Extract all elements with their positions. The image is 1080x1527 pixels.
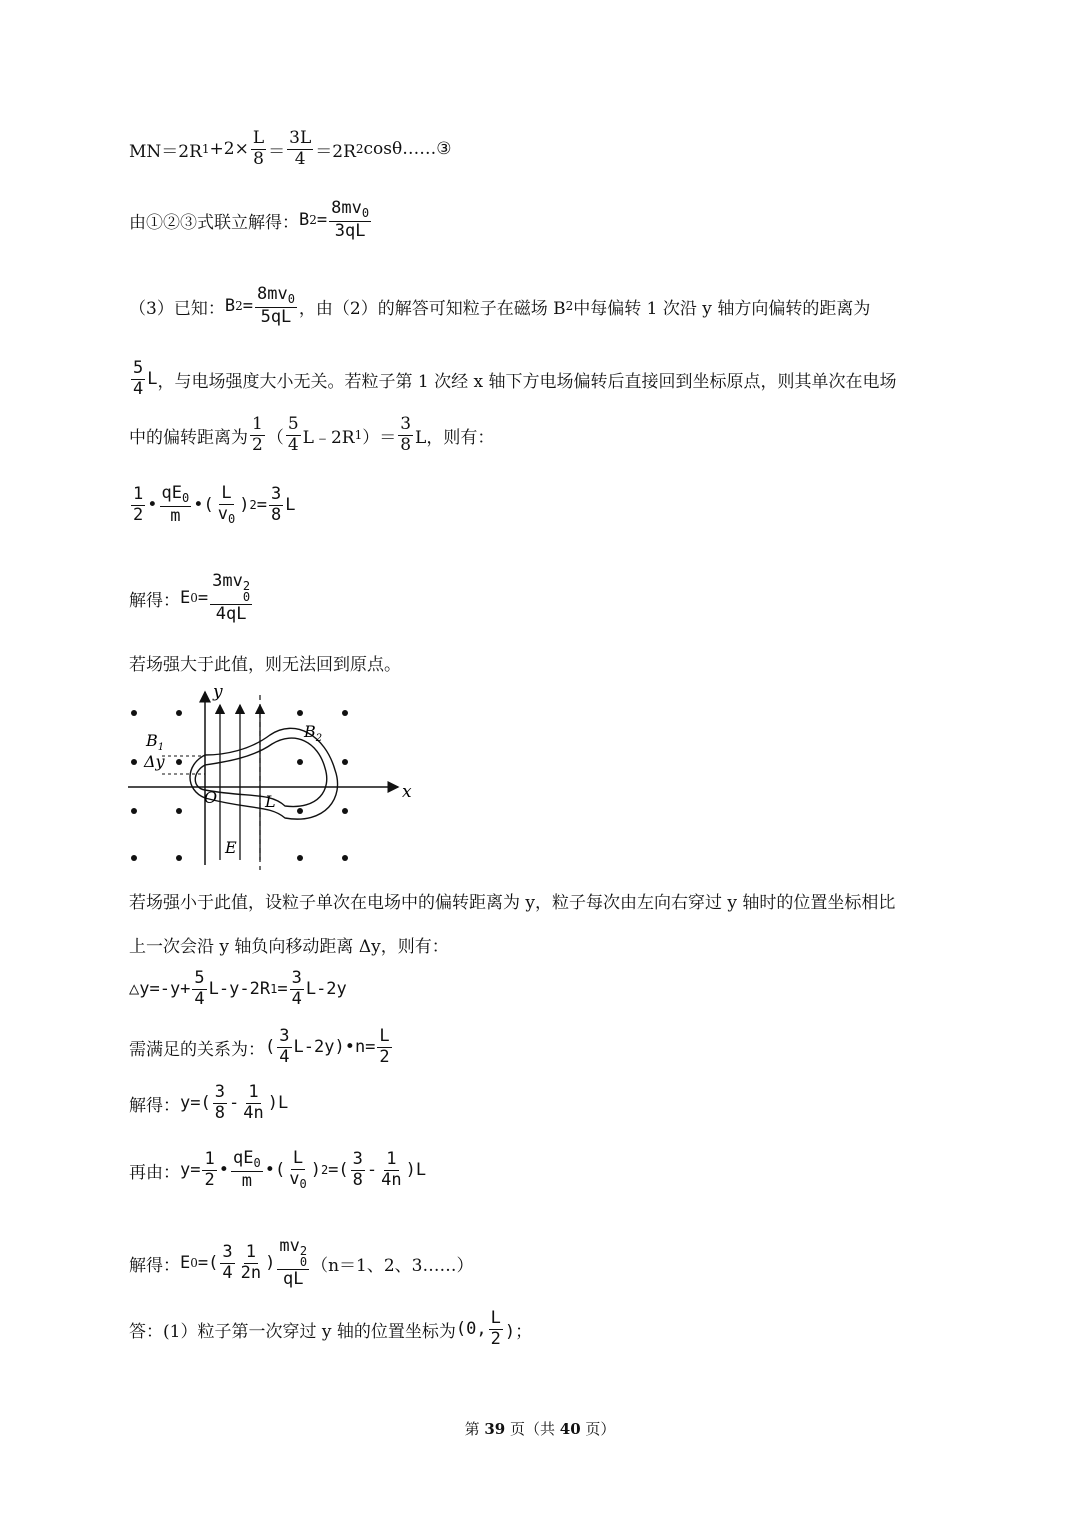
fraction: $\frac{L}{v_0}$ xyxy=(289,1148,307,1191)
delta-y-label: Δy xyxy=(144,752,165,771)
fraction: $\frac{L}{8}$ xyxy=(252,128,265,169)
fraction: $\frac{8mv_0}{3qL}$ xyxy=(331,198,370,241)
fraction: $\frac{3L}{4}$ xyxy=(289,128,312,169)
trajectory-diagram xyxy=(120,680,420,875)
fraction: $\frac{L}{2}$ xyxy=(379,1026,390,1067)
equation-e0-result: 解得： E 0 = 3mv 2 0 4qL xyxy=(129,571,251,624)
equation-condition: 需满足的关系为： ( $\frac{3}{4}$ L-2y) • n= $\frac{L}{2}$ xyxy=(129,1026,390,1067)
paragraph-line: 中的偏转距离为 $\frac{1}{2}$ （ $\frac{5}{4}$ L﹣2R 1 ）＝ $\frac{3}{8}$ L，则有： xyxy=(129,414,495,455)
fraction: 3mv 2 0 4qL xyxy=(212,571,251,624)
origin-label: O xyxy=(204,788,218,807)
paragraph-line: 若场强大于此值，则无法回到原点。 xyxy=(129,655,401,675)
fraction: $\frac{1}{2n}$ xyxy=(240,1241,262,1283)
b1-label: $B_1$ xyxy=(146,731,165,753)
fraction: $\frac{3}{4}$ xyxy=(222,1241,233,1283)
fraction: $\frac{5}{4}$ xyxy=(194,968,205,1009)
l-label: L xyxy=(265,792,276,811)
fraction: $\frac{3}{4}$ xyxy=(279,1026,290,1067)
page-footer: 第 39 页（共 40 页） xyxy=(464,1420,616,1438)
y-label: y xyxy=(213,682,223,702)
paragraph-part3: （3）已知： B 2 = $\frac{8mv_0}{5qL}$ ，由（2）的解答可知粒子在磁场 B 2 中每偏转 1 次沿 y 轴方向偏转的距离为 xyxy=(129,284,871,327)
b2-label: $B_2$ xyxy=(304,722,323,744)
page-number: 39 xyxy=(484,1420,506,1438)
fraction: $\frac{1}{2}$ xyxy=(204,1148,215,1190)
fraction: $\frac{8mv_0}{5qL}$ xyxy=(256,284,295,327)
fraction: $\frac{1}{2}$ xyxy=(133,483,144,525)
equation-b2-result: 由①②③式联立解得： B 2 = $\frac{8mv_0}{3qL}$ xyxy=(129,198,370,241)
fraction: $\frac{qE_0}{m}$ xyxy=(232,1148,261,1191)
fraction: $\frac{L}{2}$ xyxy=(490,1308,501,1349)
paragraph-line: $\frac{5}{4}$ L ，与电场强度大小无关。若粒子第 1 次经 x 轴下方电场偏转后直接回到坐标原点，则其单次在电场 xyxy=(133,358,897,399)
x-label: x xyxy=(402,782,412,802)
fraction: $\frac{3}{8}$ xyxy=(214,1082,225,1123)
e-label: E xyxy=(225,838,237,857)
fraction: $\frac{5}{4}$ xyxy=(287,414,299,455)
equation-deflection: $\frac{1}{2}$ • $\frac{qE_0}{m}$ • ( $\frac{L}{v_0}$ ) 2 = $\frac{3}{8}$ L xyxy=(133,483,296,526)
fraction: $\frac{3}{4}$ xyxy=(291,968,302,1009)
fraction: $\frac{3}{8}$ xyxy=(270,483,282,525)
fraction: $\frac{qE_0}{m}$ xyxy=(161,483,190,526)
equation-mn: MN＝2R 1 +2× $\frac{L}{8}$ ＝ $\frac{3L}{4}$ ＝2R 2 cosθ……③ xyxy=(129,128,452,169)
fraction: $\frac{3}{8}$ xyxy=(352,1148,363,1190)
total-pages: 40 xyxy=(559,1420,581,1438)
fraction: $\frac{1}{4n}$ xyxy=(381,1148,402,1190)
fraction: $\frac{5}{4}$ xyxy=(133,358,144,399)
fraction: $\frac{L}{v_0}$ xyxy=(217,483,236,526)
answer-line: 答：(1）粒子第一次穿过 y 轴的位置坐标为 (0, $\frac{L}{2}$ )； xyxy=(129,1308,533,1349)
paragraph-line: 上一次会沿 y 轴负向移动距离 Δy，则有： xyxy=(129,937,449,957)
fraction: mv 2 0 qL xyxy=(279,1236,308,1289)
fraction: $\frac{3}{8}$ xyxy=(400,414,412,455)
fraction: $\frac{1}{2}$ xyxy=(252,414,263,455)
fraction: $\frac{1}{4n}$ xyxy=(243,1082,264,1123)
equation-y-full: 再由： y= $\frac{1}{2}$ • $\frac{qE_0}{m}$ • ( $\frac{L}{v_0}$ ) 2 = ( $\frac{3}{8}$ - $\frac{1}{4n}$ ) L xyxy=(129,1148,427,1191)
equation-y-result: 解得： y= ( $\frac{3}{8}$ - $\frac{1}{4n}$ ) L xyxy=(129,1082,289,1123)
equation-delta-y: △y=-y+ $\frac{5}{4}$ L-y-2R 1 = $\frac{3}{4}$ L-2y xyxy=(129,968,347,1009)
equation-e0-general: 解得： E 0 = ( $\frac{3}{4}$ $\frac{1}{2n}$ ) mv 2 0 qL （n＝1、2、3……） xyxy=(129,1236,474,1289)
paragraph-line: 若场强小于此值，设粒子单次在电场中的偏转距离为 y，粒子每次由左向右穿过 y 轴时的位置坐标相比 xyxy=(129,893,896,913)
